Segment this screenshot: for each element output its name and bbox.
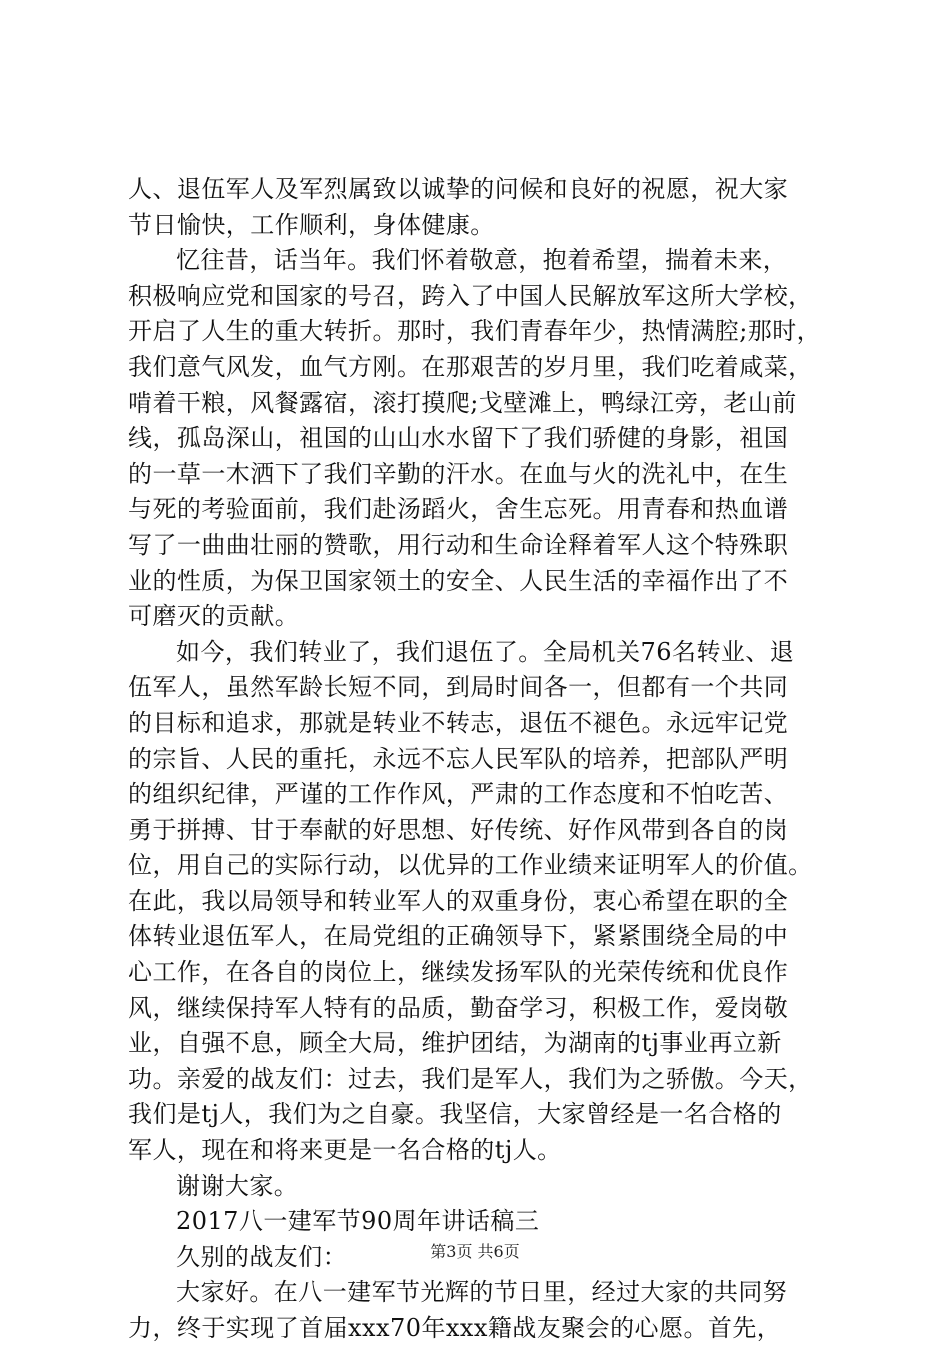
text-line: 可磨灭的贡献。 (128, 602, 300, 631)
text-line: 忆往昔，话当年。我们怀着敬意，抱着希望，揣着未来， (176, 246, 788, 275)
text-line: 如今，我们转业了，我们退伍了。全局机关76名转业、退 (176, 637, 795, 666)
text-line: 我们意气风发，血气方刚。在那艰苦的岁月里，我们吃着咸菜， (128, 352, 813, 381)
text-line: 业，自强不息，顾全大局，维护团结，为湖南的tj事业再立新 (128, 1029, 782, 1058)
text-line: 我们是tj人，我们为之自豪。我坚信，大家曾经是一名合格的 (128, 1100, 782, 1129)
text-line: 伍军人，虽然军龄长短不同，到局时间各一，但都有一个共同 (128, 673, 789, 702)
text-line: 在此，我以局领导和转业军人的双重身份，衷心希望在职的全 (128, 886, 789, 915)
document-body (128, 172, 828, 1347)
text-line: 节日愉快，工作顺利，身体健康。 (128, 210, 495, 239)
text-line: 2017八一建军节90周年讲话稿三 (176, 1207, 540, 1236)
text-line: 位，用自己的实际行动，以优异的工作业绩来证明军人的价值。 (128, 851, 813, 880)
text-line: 体转业退伍军人，在局党组的正确领导下，紧紧围绕全局的中 (128, 922, 789, 951)
text-line: 勇于拼搏、甘于奉献的好思想、好传统、好作风带到各自的岗 (128, 815, 789, 844)
text-line: 心工作，在各自的岗位上，继续发扬军队的光荣传统和优良作 (128, 958, 789, 987)
text-line: 啃着干粮，风餐露宿，滚打摸爬;戈壁滩上，鸭绿江旁，老山前 (128, 388, 797, 417)
page-footer: 第3页 共6页 (430, 1242, 520, 1261)
text-line: 线，孤岛深山，祖国的山山水水留下了我们骄健的身影，祖国 (128, 424, 789, 453)
text-line: 的一草一木洒下了我们辛勤的汗水。在血与火的洗礼中，在生 (128, 459, 789, 488)
text-line: 力，终于实现了首届xxx70年xxx籍战友聚会的心愿。首先， (128, 1314, 782, 1342)
text-line: 与死的考验面前，我们赴汤蹈火，舍生忘死。用青春和热血谱 (128, 495, 789, 524)
text-line: 的目标和追求，那就是转业不转志，退伍不褪色。永远牢记党 (128, 708, 789, 737)
text-line: 谢谢大家。 (176, 1171, 299, 1200)
text-line: 风，继续保持军人特有的品质，勤奋学习，积极工作，爱岗敬 (128, 993, 789, 1022)
text-line: 军人，现在和将来更是一名合格的tj人。 (128, 1136, 562, 1165)
text-line: 开启了人生的重大转折。那时，我们青春年少，热情满腔;那时， (128, 317, 822, 346)
text-line: 的组织纪律，严谨的工作作风，严肃的工作态度和不怕吃苦、 (128, 780, 789, 809)
text-line: 功。亲爱的战友们：过去，我们是军人，我们为之骄傲。今天， (128, 1064, 813, 1093)
text-line: 业的性质，为保卫国家领土的安全、人民生活的幸福作出了不 (128, 566, 789, 595)
text-line: 写了一曲曲壮丽的赞歌，用行动和生命诠释着军人这个特殊职 (128, 530, 789, 559)
text-line: 久别的战友们： (176, 1242, 348, 1271)
text-line: 积极响应党和国家的号召，跨入了中国人民解放军这所大学校， (128, 281, 813, 310)
text-line: 大家好。在八一建军节光辉的节日里，经过大家的共同努 (176, 1278, 788, 1307)
text-line: 的宗旨、人民的重托，永远不忘人民军队的培养，把部队严明 (128, 744, 789, 773)
text-line: 人、退伍军人及军烈属致以诚挚的问候和良好的祝愿，祝大家 (128, 175, 789, 203)
